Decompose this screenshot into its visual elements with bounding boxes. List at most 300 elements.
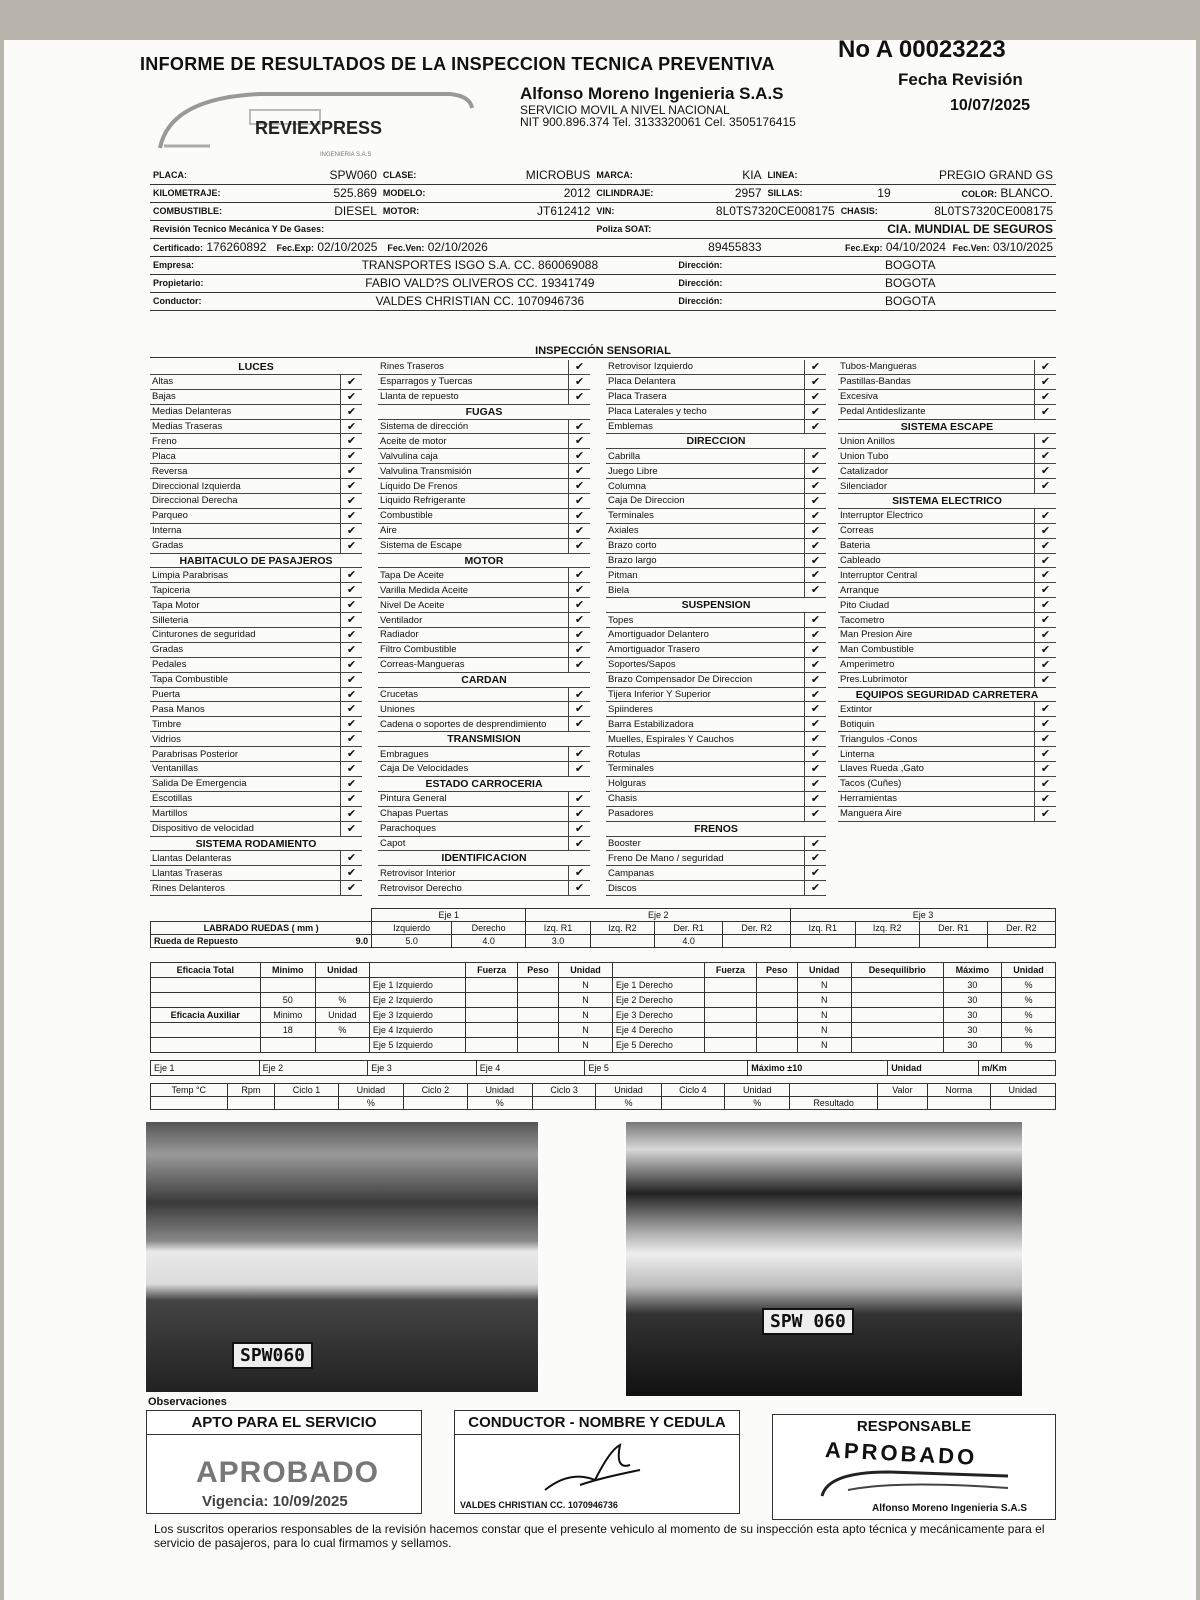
checklist-item-dispositivo-de-velocidad [150,822,362,837]
checklist-item-cadena-o-soportes-de-desprendimiento [378,717,590,732]
checklist-item-limpia-parabrisas [150,568,362,583]
checklist-item-radiador [378,628,590,643]
checklist-item-label: Tacos (Cuñes) [840,778,902,790]
checklist-item-label: Triangulos -Conos [840,733,918,745]
checklist-item-reversa [150,464,362,479]
color-label: COLOR: [961,189,997,199]
checklist-item-amortiguador-trasero [606,643,826,658]
checklist-item-label: Aire [380,525,397,537]
checklist-item-label: Herramientas [840,793,898,805]
checklist-item-emblemas [606,420,826,435]
check-icon: ✔ [804,717,826,731]
check-icon: ✔ [340,598,362,612]
checklist-item-llantas-traseras [150,866,362,881]
checklist-item-label: Excesiva [840,391,879,403]
checklist-item-direccional-izquierda [150,479,362,494]
section-header-sistema-electrico: SISTEMA ELECTRICO [838,494,1056,509]
checklist-item-brazo-largo [606,554,826,569]
checklist-item-label: Pito Ciudad [840,599,890,611]
section-header-motor: MOTOR [378,554,590,569]
check-icon: ✔ [340,583,362,597]
observaciones-label: Observaciones [148,1396,227,1408]
checklist-item-spiinderes [606,702,826,717]
checklist-item-ventanillas [150,762,362,777]
checklist-item-llanta-de-repuesto [378,390,590,405]
cilindraje-label: CILINDRAJE: [593,184,675,202]
check-icon: ✔ [340,866,362,880]
check-icon: ✔ [1034,702,1056,716]
check-icon: ✔ [804,792,826,806]
checklist-item-barra-estabilizadora [606,717,826,732]
check-icon: ✔ [568,420,590,434]
checklist-item-label: Placa [152,450,176,462]
checklist-item-tijera-inferior-y-superior [606,688,826,703]
check-icon: ✔ [804,494,826,508]
check-icon: ✔ [804,375,826,389]
checklist-item-nivel-de-aceite [378,598,590,613]
checklist-item-label: Freno De Mano / seguridad [608,852,724,864]
check-icon: ✔ [1034,777,1056,791]
checklist-item-placa [150,449,362,464]
checklist-item-label: Emblemas [608,421,653,432]
check-icon: ✔ [804,807,826,821]
checklist-column-4 [838,360,1056,822]
checklist-item-campanas [606,866,826,881]
checklist-item-cableado [838,554,1056,569]
checklist-item-label: Vidrios [152,733,181,745]
checklist-item-man-presion-aire [838,628,1056,643]
eje2-izqr1-label: Izq. R1 [526,922,590,935]
checklist-item-label: Caja De Velocidades [380,763,469,775]
checklist-item-label: Medias Delanteras [152,406,232,418]
checklist-item-caja-de-direccion [606,494,826,509]
check-icon: ✔ [340,732,362,746]
check-icon: ✔ [340,643,362,657]
checklist-item-pintura-general [378,792,590,807]
responsable-seal [818,1468,1018,1502]
linea-label: LINEA: [765,166,838,184]
marca-label: MARCA: [593,166,675,184]
checklist-item-terminales [606,762,826,777]
checklist-item-label: Amortiguador Delantero [608,629,709,641]
checklist-item-retrovisor-derecho [378,881,590,896]
check-icon: ✔ [568,866,590,880]
chasis-label: CHASIS: [838,202,894,220]
checklist-item-juego-libre [606,464,826,479]
checklist-item-label: Placa Laterales y techo [608,406,707,418]
check-icon: ✔ [340,375,362,389]
checklist-item-label: Spiinderes [608,703,653,715]
checklist-item-correas [838,524,1056,539]
checklist-item-label: Ventilador [380,614,423,626]
check-icon: ✔ [1034,807,1056,821]
check-icon: ✔ [1034,792,1056,806]
checklist-item-label: Filtro Combustible [380,644,457,656]
check-icon: ✔ [568,524,590,538]
checklist-column-3 [606,360,826,896]
check-icon: ✔ [340,673,362,687]
checklist-item-label: Freno [152,435,177,447]
check-icon: ✔ [568,807,590,821]
vin-label: VIN: [593,202,675,220]
check-icon: ✔ [804,524,826,538]
checklist-item-label: Caja De Direccion [608,495,685,507]
check-icon: ✔ [804,509,826,523]
placa-value: SPW060 [284,166,380,184]
checklist-item-muelles-espirales-y-cauchos [606,732,826,747]
eje2-izqr1-value: 3.0 [526,935,590,948]
alin-eje4: Eje 4 [476,1061,585,1076]
eje3-izqr2-label: Izq. R2 [855,922,919,935]
check-icon: ✔ [340,747,362,761]
poliza-value: 89455833 [593,238,764,256]
check-icon: ✔ [568,747,590,761]
checklist-item-columna [606,479,826,494]
checklist-item-embragues [378,747,590,762]
check-icon: ✔ [568,509,590,523]
section-header-transmision: TRANSMISION [378,732,590,747]
checklist-item-liquido-refrigerante [378,494,590,509]
check-icon: ✔ [804,613,826,627]
eficacia-row: 50 % Eje 2 Izquierdo N Eje 2 Derecho N 30 % [151,993,1056,1008]
check-icon: ✔ [340,881,362,895]
section-header-estado-carroceria: ESTADO CARROCERIA [378,777,590,792]
checklist-item-altas [150,375,362,390]
combustible-value: DIESEL [284,202,380,220]
poliza-label: Poliza SOAT: [593,220,764,238]
checklist-item-label: Escotillas [152,793,193,805]
checklist-item-herramientas [838,792,1056,807]
check-icon: ✔ [804,762,826,776]
checklist-item-label: Nivel De Aceite [380,599,445,611]
checklist-item-label: Crucetas [380,689,419,701]
eficacia-frenos-table: Eficacia Total Minimo Unidad Fuerza Peso Unidad Fuerza Peso Unidad Desequilibrio Máximo Unidad Eje 1 Izquierdo N Eje 1 Derecho N 30 % 50 % Eje 2 Izquierdo N Eje 2 Derecho N 30 % Eficacia Auxiliar Minimo Unidad Eje 3 Izquierdo N Eje 3 Derecho N 30 % 18 % Eje 4 Izquierdo N Eje 4 Derecho N 30 % Eje 5 Izquierdo N Eje 5 Derecho N 30 % [150,962,1056,1053]
km-label: KILOMETRAJE: [150,184,284,202]
check-icon: ✔ [804,881,826,895]
checklist-item-pasadores [606,807,826,822]
checklist-item-tapa-de-aceite [378,568,590,583]
check-icon: ✔ [568,360,590,374]
company-service: SERVICIO MOVIL A NIVEL NACIONAL [520,103,730,117]
checklist-item-label: Brazo largo [608,555,657,567]
check-icon: ✔ [568,762,590,776]
empresa-value: TRANSPORTES ISGO S.A. CC. 860069088 [284,256,675,274]
checklist-item-label: Columna [608,480,647,492]
checklist-item-valvulina-transmision [378,464,590,479]
checklist-item-label: Brazo corto [608,540,657,552]
direccion-label-2: Dirección: [675,274,764,292]
checklist-item-tapa-combustible [150,673,362,688]
combustible-label: COMBUSTIBLE: [150,202,284,220]
checklist-item-label: Biela [608,584,630,596]
checklist-item-bateria [838,539,1056,554]
sillas-value: 19 [838,184,894,202]
footer-declaracion: Los suscritos operarios responsables de la revisión hacemos constar que el presente vehiculo al momento de su inspección esta apto técnica y mecánicamente para el servicio de pasajeros, para lo cual firmamos y sellamos. [154,1522,1045,1550]
checklist-item-puerta [150,688,362,703]
check-icon: ✔ [804,866,826,880]
logo-text: REVIEXPRESS [255,118,383,138]
checklist-item-label: Barra Estabilizadora [608,718,694,730]
check-icon: ✔ [340,464,362,478]
checklist-item-retrovisor-interior [378,866,590,881]
check-icon: ✔ [340,494,362,508]
check-icon: ✔ [340,688,362,702]
checklist-item-excesiva [838,390,1056,405]
checklist-item-label: Cabrilla [608,450,641,462]
checklist-item-pres-lubrimotor [838,673,1056,688]
rear-plate: SPW 060 [762,1308,854,1335]
check-icon: ✔ [804,583,826,597]
checklist-item-label: Man Combustible [840,644,914,656]
checklist-item-label: Embragues [380,748,429,760]
checklist-item-interna [150,524,362,539]
check-icon: ✔ [568,494,590,508]
check-icon: ✔ [804,837,826,851]
checklist-item-label: Llanta de repuesto [380,391,459,403]
check-icon: ✔ [804,405,826,419]
check-icon: ✔ [568,643,590,657]
checklist-item-label: Uniones [380,703,415,715]
checklist-item-silenciador [838,479,1056,494]
vehicle-info-table [150,166,1056,311]
check-icon: ✔ [568,479,590,493]
checklist-item-label: Interruptor Central [840,569,918,581]
checklist-item-capot [378,837,590,852]
report-title: INFORME DE RESULTADOS DE LA INSPECCION TECNICA PREVENTIVA [140,54,775,74]
checklist-item-parabrisas-posterior [150,747,362,762]
checklist-item-timbre [150,717,362,732]
eje3-izqr1-label: Izq. R1 [791,922,855,935]
check-icon: ✔ [804,673,826,687]
alin-maximo: Máximo ±10 [748,1061,888,1076]
checklist-item-valvulina-caja [378,449,590,464]
linea-value: PREGIO GRAND GS [838,166,1056,184]
alin-eje3: Eje 3 [368,1061,477,1076]
checklist-item-label: Pasa Manos [152,703,205,715]
checklist-item-tacometro [838,613,1056,628]
checklist-item-label: Combustible [380,510,433,522]
checklist-item-soportes-sapos [606,658,826,673]
checklist-item-label: Valvulina caja [380,450,438,462]
check-icon: ✔ [340,702,362,716]
motor-label: MOTOR: [380,202,467,220]
check-icon: ✔ [804,851,826,865]
soat-fec-ven: 03/10/2025 [992,240,1053,254]
modelo-value: 2012 [467,184,594,202]
checklist-item-bajas [150,390,362,405]
certificado-row: Certificado: 176260892 Fec.Exp: 02/10/2025 Fec.Ven: 02/10/2026 [150,238,593,256]
checklist-item-martillos [150,807,362,822]
checklist-item-label: Esparragos y Tuercas [380,376,473,388]
propietario-label: Propietario: [150,274,284,292]
check-icon: ✔ [340,449,362,463]
checklist-item-label: Pres.Lubrimotor [840,674,908,686]
clase-label: CLASE: [380,166,467,184]
checklist-item-label: Interna [152,525,182,537]
check-icon: ✔ [568,658,590,672]
checklist-item-label: Muelles, Espirales Y Cauchos [608,733,734,745]
checklist-item-arranque [838,583,1056,598]
checklist-item-label: Booster [608,837,641,849]
checklist-item-label: Union Anillos [840,435,895,447]
responsable-title: RESPONSABLE [856,1418,972,1435]
alin-unidad: Unidad [888,1061,979,1076]
checklist-item-label: Correas-Mangueras [380,659,465,671]
checklist-item-tacos-cunes [838,777,1056,792]
vehicle-photo-rear [626,1122,1022,1396]
eje2-izqr2-label: Izq. R2 [590,922,654,935]
checklist-item-pedal-antideslizante [838,405,1056,420]
checklist-item-label: Retrovisor Izquierdo [608,361,694,373]
check-icon: ✔ [340,717,362,731]
checklist-item-label: Tijera Inferior Y Superior [608,689,711,701]
checklist-column-2 [378,360,590,896]
checklist-item-label: Cinturones de seguridad [152,629,256,641]
rtm-label: Revisión Tecnico Mecánica Y De Gases: [150,220,593,238]
checklist-item-label: Holguras [608,778,647,790]
checklist-item-label: Timbre [152,718,182,730]
checklist-item-pastillas-bandas [838,375,1056,390]
checklist-item-caja-de-velocidades [378,762,590,777]
checklist-item-label: Pasadores [608,808,654,820]
checklist-item-extintor [838,702,1056,717]
check-icon: ✔ [1034,449,1056,463]
section-header-suspension: SUSPENSION [606,598,826,613]
checklist-item-botiquin [838,717,1056,732]
checklist-item-freno-de-mano-seguridad [606,851,826,866]
responsable-company: Alfonso Moreno Ingenieria S.A.S [872,1503,1028,1514]
checklist-item-direccional-derecha [150,494,362,509]
eficacia-row: Eje 5 Izquierdo N Eje 5 Derecho N 30 % [151,1038,1056,1053]
check-icon: ✔ [804,658,826,672]
check-icon: ✔ [1034,434,1056,448]
checklist-item-label: Amperimetro [840,659,895,671]
checklist-item-man-combustible [838,643,1056,658]
check-icon: ✔ [568,390,590,404]
check-icon: ✔ [804,390,826,404]
checklist-item-label: Campanas [608,867,654,879]
checklist-item-gradas [150,539,362,554]
check-icon: ✔ [340,777,362,791]
checklist-item-label: Linterna [840,748,875,760]
eje2-derr2-label: Der. R2 [723,922,791,935]
check-icon: ✔ [804,479,826,493]
checklist-item-label: Tapa Motor [152,599,200,611]
checklist-item-sistema-de-escape [378,539,590,554]
eficacia-row: 18 % Eje 4 Izquierdo N Eje 4 Derecho N 30 % [151,1023,1056,1038]
direccion-value-3: BOGOTA [765,292,1056,310]
checklist-item-label: Parabrisas Posterior [152,748,239,760]
conductor-firma-nombre: VALDES CHRISTIAN CC. 1070946736 [460,1500,618,1510]
checklist-item-label: Sistema de Escape [380,540,462,552]
check-icon: ✔ [340,479,362,493]
checklist-item-label: Soportes/Sapos [608,659,676,671]
checklist-item-label: Juego Libre [608,465,658,477]
checklist-item-holguras [606,777,826,792]
marca-value: KIA [675,166,764,184]
eficacia-row: Eficacia Auxiliar Minimo Unidad Eje 3 Izquierdo N Eje 3 Derecho N 30 % [151,1008,1056,1023]
checklist-item-esparragos-y-tuercas [378,375,590,390]
checklist-item-catalizador [838,464,1056,479]
reviexpress-logo [150,88,480,160]
check-icon: ✔ [568,539,590,553]
section-header-fugas: FUGAS [378,405,590,420]
propietario-value: FABIO VALD?S OLIVEROS CC. 19341749 [284,274,675,292]
checklist-item-union-tubo [838,449,1056,464]
vin-value: 8L0TS7320CE008175 [675,202,837,220]
checklist-item-escotillas [150,792,362,807]
check-icon: ✔ [804,702,826,716]
checklist-item-label: Cadena o soportes de desprendimiento [380,718,547,730]
checklist-item-label: Pedales [152,659,187,671]
empresa-label: Empresa: [150,256,284,274]
check-icon: ✔ [804,777,826,791]
direccion-value-1: BOGOTA [765,256,1056,274]
check-icon: ✔ [568,464,590,478]
check-icon: ✔ [1034,464,1056,478]
check-icon: ✔ [804,449,826,463]
responsable-aprobado-stamp: APROBADO [824,1437,978,1470]
alin-eje5: Eje 5 [585,1061,748,1076]
conductor-signature [540,1440,650,1500]
direccion-label-1: Dirección: [675,256,764,274]
checklist-item-uniones [378,702,590,717]
checklist-item-label: Radiador [380,629,419,641]
check-icon: ✔ [804,688,826,702]
checklist-item-liquido-de-frenos [378,479,590,494]
check-icon: ✔ [804,420,826,434]
checklist-item-label: Tubos-Mangueras [840,361,917,373]
eje1-izq-label: Izquierdo [372,922,452,935]
checklist-item-label: Terminales [608,763,654,775]
checklist-item-tapiceria [150,583,362,598]
logo-subtext: INGENIERIA S.A.S [320,152,372,158]
eje1-izq-value: 5.0 [372,935,452,948]
checklist-item-filtro-combustible [378,643,590,658]
checklist-item-tapa-motor [150,598,362,613]
check-icon: ✔ [804,539,826,553]
check-icon: ✔ [340,658,362,672]
checklist-item-manguera-aire [838,807,1056,822]
eje3-derr2-label: Der. R2 [987,922,1055,935]
checklist-item-label: Correas [840,525,874,537]
checklist-item-label: Sistema de dirección [380,421,469,432]
rueda-repuesto: Rueda de Repuesto 9.0 [151,935,372,948]
checklist-item-label: Arranque [840,584,880,596]
checklist-item-label: Liquido Refrigerante [380,495,466,507]
fecha-revision-value: 10/07/2025 [950,97,1031,114]
temperatura-table: Temp °C Rpm Ciclo 1 Unidad Ciclo 2 Unidad Ciclo 3 Unidad Ciclo 4 Unidad Valor Norma Unidad % % % % Resultado [150,1083,1056,1110]
check-icon: ✔ [1034,554,1056,568]
checklist-item-label: Topes [608,614,634,626]
check-icon: ✔ [1034,598,1056,612]
section-header-equipos-seguridad-carretera: EQUIPOS SEGURIDAD CARRETERA [838,688,1056,703]
sillas-label: SILLAS: [765,184,838,202]
checklist-item-retrovisor-izquierdo [606,360,826,375]
checklist-item-label: Puerta [152,689,180,701]
inspeccion-sensorial-title: INSPECCIÓN SENSORIAL [150,345,1056,358]
checklist-item-label: Llantas Delanteras [152,852,232,864]
checklist-item-label: Retrovisor Derecho [380,882,462,894]
check-icon: ✔ [568,881,590,895]
check-icon: ✔ [1034,390,1056,404]
checklist-item-label: Medias Traseras [152,421,223,432]
soat-dates: Fec.Exp: 04/10/2024 Fec.Ven: 03/10/2025 [765,238,1056,256]
check-icon: ✔ [568,702,590,716]
checklist-item-label: Silenciador [840,480,887,492]
checklist-item-label: Direccional Izquierda [152,480,241,492]
checklist-item-label: Parqueo [152,510,188,522]
